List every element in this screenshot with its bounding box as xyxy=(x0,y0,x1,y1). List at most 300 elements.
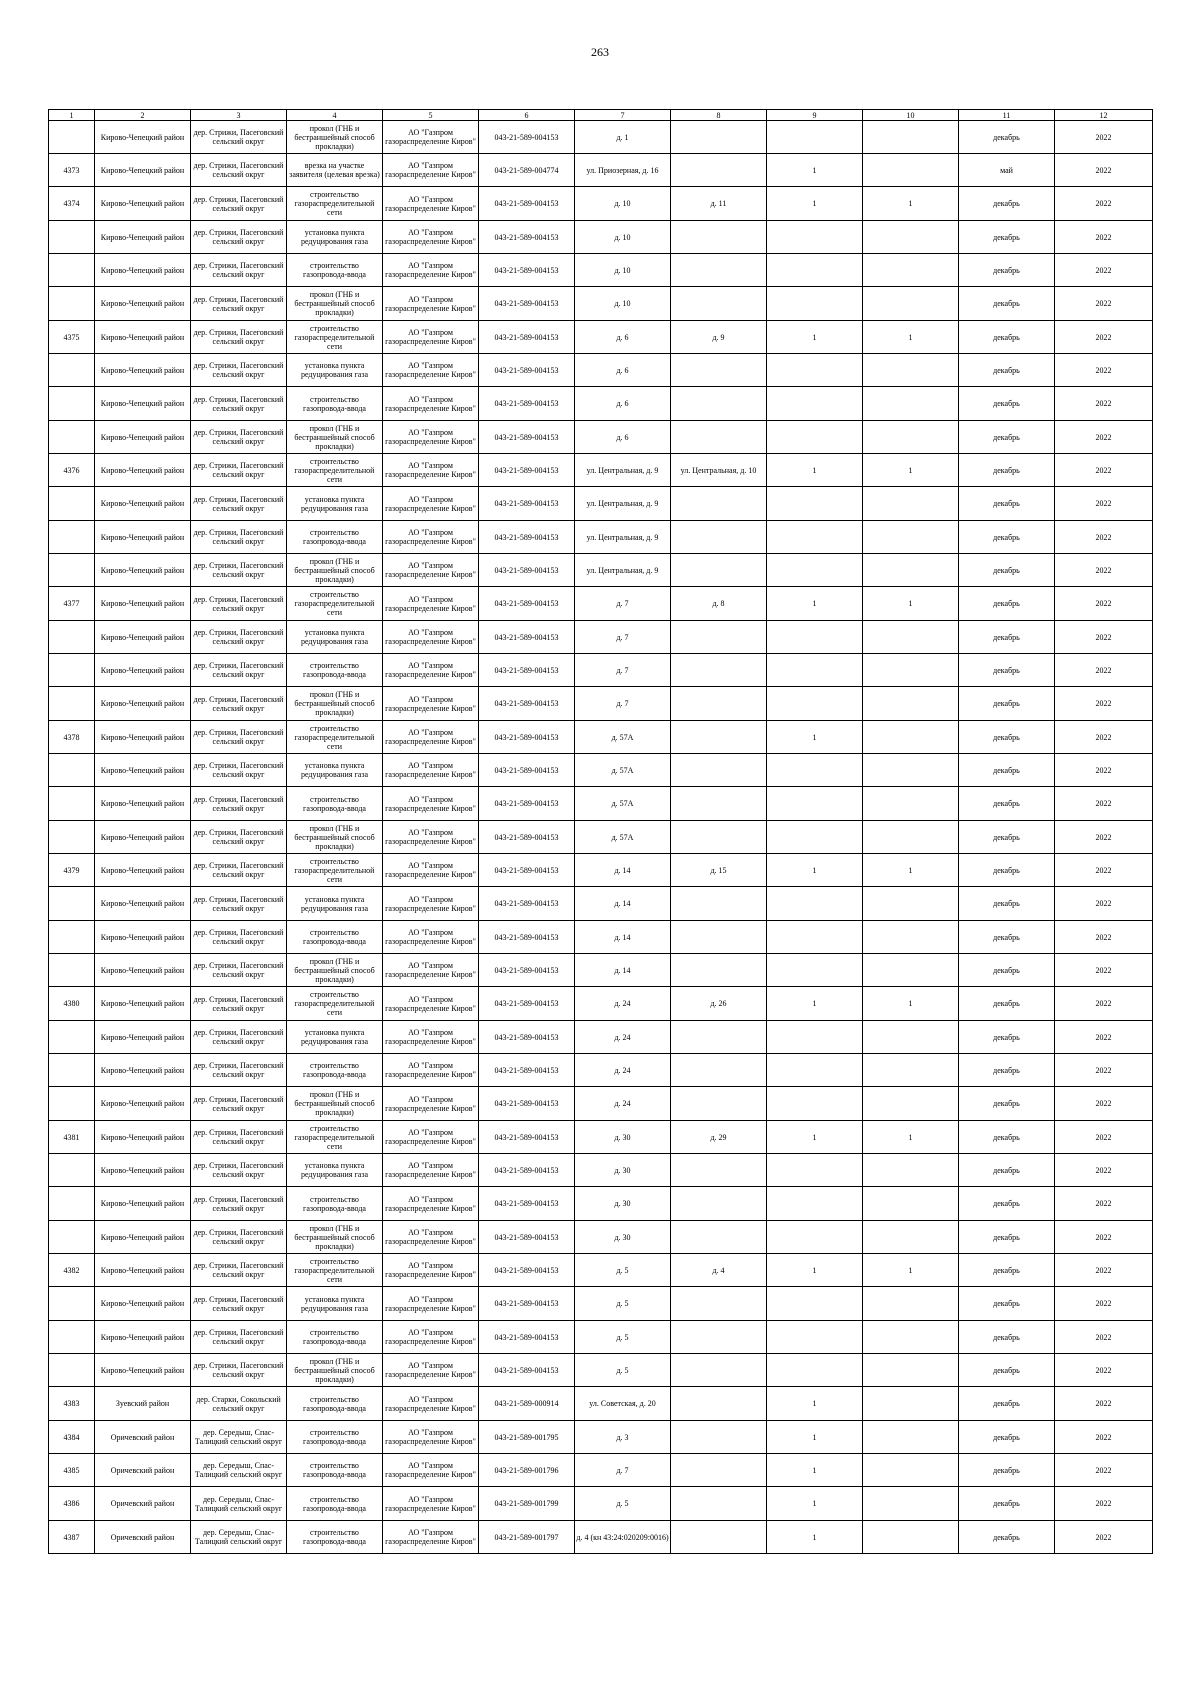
cell-row-number xyxy=(49,1254,95,1287)
cell-text: 2022 xyxy=(1095,1032,1112,1042)
cell-text: декабрь xyxy=(993,965,1020,975)
cell-text: прокол (ГНБ и бестраншейный способ прокладки) xyxy=(294,1356,375,1384)
cell-work-type xyxy=(287,187,383,221)
cell-work-type xyxy=(287,1521,383,1554)
cell-text: д. 3 xyxy=(616,1432,629,1442)
cell-registry-code xyxy=(479,654,575,687)
cell-text: 043-21-589-004153 xyxy=(494,199,559,208)
cell-count-a xyxy=(767,154,863,187)
cell-text: 2022 xyxy=(1095,499,1112,508)
cell-address-from xyxy=(575,1021,671,1054)
cell-count-a xyxy=(767,1254,863,1287)
cell-count-b xyxy=(863,1454,959,1487)
cell-settlement xyxy=(191,1254,287,1287)
cell-organization xyxy=(383,1421,479,1454)
cell-count-b xyxy=(863,587,959,621)
cell-district xyxy=(95,154,191,187)
cell-text: строительство газораспределительной сети xyxy=(294,456,375,484)
cell-text: 4383 xyxy=(63,1399,80,1408)
cell-row-number xyxy=(49,654,95,687)
cell-count-a xyxy=(767,1054,863,1087)
cell-text: строительство газопровода-ввода xyxy=(303,528,366,546)
cell-text: строительство газораспределительной сети xyxy=(294,323,375,351)
cell-text: строительство газопровода-ввода xyxy=(303,928,366,946)
cell-row-number xyxy=(49,887,95,921)
cell-count-b xyxy=(863,921,959,954)
cell-text: д. 29 xyxy=(710,1132,727,1142)
cell-address-from xyxy=(575,187,671,221)
cell-text: 2022 xyxy=(1095,232,1112,242)
cell-district xyxy=(95,987,191,1021)
cell-text: дер. Середыш, Спас-Талицкий сельский округ xyxy=(194,1428,283,1446)
cell-text: декабрь xyxy=(993,1399,1020,1408)
cell-organization xyxy=(383,621,479,654)
cell-month xyxy=(959,854,1055,887)
cell-text: декабрь xyxy=(993,599,1020,608)
cell-text: д. 57А xyxy=(611,799,634,808)
cell-row-number xyxy=(49,1121,95,1154)
cell-year xyxy=(1055,221,1153,254)
cell-year xyxy=(1055,687,1153,721)
cell-district xyxy=(95,887,191,921)
cell-text: строительство газопровода-ввода xyxy=(303,1394,366,1413)
cell-text: 043-21-589-004153 xyxy=(494,732,559,742)
cell-district xyxy=(95,1154,191,1187)
cell-address-to xyxy=(671,854,767,887)
cell-text: Кирово-Чепецкий район xyxy=(100,232,185,242)
cell-district xyxy=(95,1287,191,1321)
cell-address-to xyxy=(671,1321,767,1354)
cell-text: 2022 xyxy=(1095,1199,1112,1208)
cell-address-to xyxy=(671,621,767,654)
cell-text: 043-21-589-004153 xyxy=(494,465,559,475)
cell-text: строительство газопровода-ввода xyxy=(303,261,366,279)
cell-text: АО "Газпром газораспределение Киров" xyxy=(385,1061,476,1079)
cell-text: 043-21-589-004153 xyxy=(494,1365,559,1375)
cell-work-type xyxy=(287,721,383,754)
cell-count-a xyxy=(767,354,863,387)
cell-text: Кирово-Чепецкий район xyxy=(100,165,185,175)
cell-text: дер. Стрижи, Пасеговский сельский округ xyxy=(193,994,284,1013)
cell-address-to xyxy=(671,521,767,554)
cell-count-a xyxy=(767,254,863,287)
cell-text: 2022 xyxy=(1095,1332,1112,1342)
cell-text: Кирово-Чепецкий район xyxy=(100,532,185,542)
cell-address-to xyxy=(671,1021,767,1054)
cell-text: Кирово-Чепецкий район xyxy=(100,1199,185,1208)
cell-organization xyxy=(383,1454,479,1487)
table-row xyxy=(49,1421,1153,1454)
cell-text: АО "Газпром газораспределение Киров" xyxy=(385,961,476,979)
cell-count-b xyxy=(863,1387,959,1421)
cell-text: 043-21-589-001797 xyxy=(494,1532,559,1542)
cell-organization xyxy=(383,654,479,687)
cell-text: декабрь xyxy=(993,332,1020,342)
cell-organization xyxy=(383,1321,479,1354)
cell-address-from xyxy=(575,1287,671,1321)
cell-text: Оричевский район xyxy=(110,1532,175,1542)
cell-text: дер. Стрижи, Пасеговский сельский округ xyxy=(193,228,284,246)
cell-registry-code xyxy=(479,387,575,421)
cell-text: Кирово-Чепецкий район xyxy=(100,1099,185,1108)
cell-text: дер. Середыш, Спас-Талицкий сельский округ xyxy=(194,1528,283,1546)
cell-text: декабрь xyxy=(993,1332,1020,1342)
cell-text: Кирово-Чепецкий район xyxy=(100,765,185,775)
cell-count-a xyxy=(767,187,863,221)
cell-address-from xyxy=(575,721,671,754)
cell-address-from xyxy=(575,554,671,587)
cell-row-number xyxy=(49,287,95,321)
cell-row-number xyxy=(49,254,95,287)
table-row xyxy=(49,1221,1153,1254)
cell-organization xyxy=(383,1387,479,1421)
cell-text: установка пункта редуцирования газа xyxy=(300,361,369,379)
cell-registry-code xyxy=(479,421,575,454)
cell-row-number xyxy=(49,421,95,454)
cell-year xyxy=(1055,1254,1153,1287)
cell-district xyxy=(95,1354,191,1387)
cell-address-from xyxy=(575,254,671,287)
cell-text: декабрь xyxy=(993,465,1020,475)
cell-address-to xyxy=(671,454,767,487)
cell-count-b xyxy=(863,421,959,454)
cell-text: д. 14 xyxy=(614,899,631,908)
cell-address-from xyxy=(575,487,671,521)
cell-registry-code xyxy=(479,287,575,321)
cell-district xyxy=(95,1454,191,1487)
cell-text: декабрь xyxy=(993,932,1020,942)
cell-text: 1 xyxy=(812,1465,817,1475)
cell-address-to xyxy=(671,1254,767,1287)
cell-text: Кирово-Чепецкий район xyxy=(100,1365,185,1375)
cell-text: дер. Стрижи, Пасеговский сельский округ xyxy=(193,661,284,679)
table-row xyxy=(49,1087,1153,1121)
cell-month xyxy=(959,1121,1055,1154)
table-row xyxy=(49,1321,1153,1354)
cell-address-from xyxy=(575,921,671,954)
cell-text: дер. Стрижи, Пасеговский сельский округ xyxy=(193,828,284,846)
cell-year xyxy=(1055,1487,1153,1521)
cell-organization xyxy=(383,121,479,154)
cell-work-type xyxy=(287,421,383,454)
cell-text: 043-21-589-004153 xyxy=(494,1299,559,1308)
cell-text: декабрь xyxy=(993,1232,1020,1242)
cell-text: прокол (ГНБ и бестраншейный способ прокладки) xyxy=(294,123,375,151)
cell-district xyxy=(95,221,191,254)
table-row xyxy=(49,1454,1153,1487)
cell-text: декабрь xyxy=(993,799,1020,808)
cell-text: АО "Газпром газораспределение Киров" xyxy=(385,661,476,679)
cell-settlement xyxy=(191,554,287,587)
cell-district xyxy=(95,1254,191,1287)
cell-year xyxy=(1055,1521,1153,1554)
cell-month xyxy=(959,1287,1055,1321)
cell-text: Кирово-Чепецкий район xyxy=(100,265,185,275)
cell-count-b xyxy=(863,987,959,1021)
cell-text: 1 xyxy=(812,165,817,175)
cell-organization xyxy=(383,254,479,287)
cell-address-from xyxy=(575,1254,671,1287)
cell-address-to xyxy=(671,421,767,454)
cell-district xyxy=(95,854,191,887)
cell-text: декабрь xyxy=(993,1099,1020,1108)
cell-text: дер. Стрижи, Пасеговский сельский округ xyxy=(193,261,284,279)
cell-registry-code xyxy=(479,321,575,354)
cell-address-to xyxy=(671,587,767,621)
cell-registry-code xyxy=(479,854,575,887)
cell-text: 4384 xyxy=(63,1432,80,1442)
cell-row-number xyxy=(49,1521,95,1554)
cell-month xyxy=(959,1387,1055,1421)
cell-text: АО "Газпром газораспределение Киров" xyxy=(385,1294,476,1313)
cell-text: дер. Старки, Сокольский сельский округ xyxy=(196,1394,281,1413)
cell-text: дер. Стрижи, Пасеговский сельский округ xyxy=(193,294,284,313)
cell-text: 4385 xyxy=(63,1465,80,1475)
cell-year xyxy=(1055,1354,1153,1387)
cell-text: установка пункта редуцирования газа xyxy=(300,1028,369,1046)
cell-count-a xyxy=(767,987,863,1021)
cell-registry-code xyxy=(479,1221,575,1254)
cell-text: 043-21-589-004153 xyxy=(494,499,559,508)
cell-text: Кирово-Чепецкий район xyxy=(100,932,185,942)
cell-text: 1 xyxy=(908,332,913,342)
cell-text: Кирово-Чепецкий район xyxy=(100,332,185,342)
cell-address-from xyxy=(575,221,671,254)
cell-text: установка пункта редуцирования газа xyxy=(300,494,369,513)
cell-text: д. 5 xyxy=(616,1332,629,1342)
table-body xyxy=(49,121,1153,1554)
cell-text: ул. Центральная, д. 9 xyxy=(586,532,659,542)
cell-registry-code xyxy=(479,1287,575,1321)
cell-text: Кирово-Чепецкий район xyxy=(100,799,185,808)
cell-address-to xyxy=(671,1454,767,1487)
cell-text: 043-21-589-004153 xyxy=(494,365,559,375)
cell-district xyxy=(95,254,191,287)
cell-text: д. 15 xyxy=(710,865,727,875)
table-row xyxy=(49,187,1153,221)
cell-text: 2022 xyxy=(1095,1499,1112,1508)
cell-year xyxy=(1055,1221,1153,1254)
cell-text: 043-21-589-004153 xyxy=(494,765,559,775)
cell-row-number xyxy=(49,387,95,421)
cell-text: 043-21-589-004153 xyxy=(494,1332,559,1342)
cell-text: АО "Газпром газораспределение Киров" xyxy=(385,1028,476,1046)
cell-row-number xyxy=(49,954,95,987)
cell-settlement xyxy=(191,1521,287,1554)
cell-year xyxy=(1055,621,1153,654)
cell-text: май xyxy=(1000,165,1013,175)
cell-row-number xyxy=(49,721,95,754)
cell-count-a xyxy=(767,387,863,421)
cell-year xyxy=(1055,587,1153,621)
cell-registry-code xyxy=(479,1054,575,1087)
cell-settlement xyxy=(191,1321,287,1354)
cell-year xyxy=(1055,1021,1153,1054)
cell-month xyxy=(959,421,1055,454)
cell-count-b xyxy=(863,1321,959,1354)
cell-text: Кирово-Чепецкий район xyxy=(100,299,185,308)
cell-text: 1 xyxy=(908,999,913,1008)
cell-district xyxy=(95,521,191,554)
cell-text: декабрь xyxy=(993,132,1020,142)
cell-count-b xyxy=(863,321,959,354)
cell-settlement xyxy=(191,587,287,621)
cell-year xyxy=(1055,821,1153,854)
cell-count-b xyxy=(863,854,959,887)
cell-count-a xyxy=(767,1421,863,1454)
cell-text: д. 24 xyxy=(614,1065,631,1075)
cell-text: 2022 xyxy=(1095,665,1112,675)
cell-text: 2022 xyxy=(1095,1265,1112,1275)
cell-text: декабрь xyxy=(993,399,1020,408)
cell-text: 2022 xyxy=(1095,1132,1112,1142)
cell-text: д. 5 xyxy=(616,1365,629,1375)
cell-registry-code xyxy=(479,1321,575,1354)
cell-row-number xyxy=(49,1487,95,1521)
cell-text: дер. Стрижи, Пасеговский сельский округ xyxy=(193,861,284,879)
cell-settlement xyxy=(191,1487,287,1521)
cell-text: 4387 xyxy=(63,1532,80,1542)
cell-text: 043-21-589-004153 xyxy=(494,1065,559,1075)
cell-settlement xyxy=(191,754,287,787)
cell-row-number xyxy=(49,1021,95,1054)
cell-text: 2022 xyxy=(1095,465,1112,475)
cell-district xyxy=(95,1387,191,1421)
cell-text: АО "Газпром газораспределение Киров" xyxy=(385,1194,476,1213)
cell-work-type xyxy=(287,554,383,587)
cell-year xyxy=(1055,754,1153,787)
cell-year xyxy=(1055,1387,1153,1421)
cell-text: 043-21-589-004153 xyxy=(494,132,559,142)
cell-text: дер. Стрижи, Пасеговский сельский округ xyxy=(193,328,284,346)
cell-settlement xyxy=(191,1387,287,1421)
column-header-8: 8 xyxy=(671,110,767,121)
cell-address-to xyxy=(671,221,767,254)
cell-text: 1 xyxy=(812,1499,817,1508)
cell-text: АО "Газпром газораспределение Киров" xyxy=(385,1428,476,1446)
cell-district xyxy=(95,1421,191,1454)
cell-text: дер. Середыш, Спас-Талицкий сельский округ xyxy=(194,1461,283,1479)
cell-count-b xyxy=(863,1221,959,1254)
cell-address-to xyxy=(671,321,767,354)
cell-settlement xyxy=(191,987,287,1021)
table-row xyxy=(49,254,1153,287)
cell-row-number xyxy=(49,521,95,554)
cell-text: декабрь xyxy=(993,265,1020,275)
cell-district xyxy=(95,921,191,954)
cell-row-number xyxy=(49,454,95,487)
cell-count-a xyxy=(767,421,863,454)
cell-count-a xyxy=(767,521,863,554)
cell-text: декабрь xyxy=(993,1065,1020,1075)
table-row xyxy=(49,887,1153,921)
table-row xyxy=(49,687,1153,721)
cell-year xyxy=(1055,187,1153,221)
cell-text: дер. Стрижи, Пасеговский сельский округ xyxy=(193,494,284,513)
cell-count-b xyxy=(863,787,959,821)
cell-organization xyxy=(383,187,479,221)
cell-settlement xyxy=(191,387,287,421)
cell-count-a xyxy=(767,487,863,521)
cell-organization xyxy=(383,487,479,521)
cell-text: дер. Стрижи, Пасеговский сельский округ xyxy=(193,1194,284,1213)
cell-work-type xyxy=(287,887,383,921)
cell-text: д. 10 xyxy=(614,265,631,275)
cell-count-b xyxy=(863,254,959,287)
cell-registry-code xyxy=(479,921,575,954)
cell-count-a xyxy=(767,221,863,254)
cell-text: д. 6 xyxy=(616,432,629,442)
cell-month xyxy=(959,1054,1055,1087)
cell-text: АО "Газпром газораспределение Киров" xyxy=(385,128,476,146)
cell-row-number xyxy=(49,821,95,854)
cell-month xyxy=(959,1521,1055,1554)
cell-text: АО "Газпром газораспределение Киров" xyxy=(385,1161,476,1179)
cell-settlement xyxy=(191,921,287,954)
cell-text: 043-21-589-004153 xyxy=(494,399,559,408)
cell-text: декабрь xyxy=(993,1132,1020,1142)
cell-text: д. 24 xyxy=(614,1032,631,1042)
cell-count-b xyxy=(863,954,959,987)
cell-month xyxy=(959,321,1055,354)
cell-text: 2022 xyxy=(1095,599,1112,608)
cell-text: строительство газопровода-ввода xyxy=(303,1328,366,1346)
cell-text: 4380 xyxy=(63,999,80,1008)
cell-address-to xyxy=(671,754,767,787)
cell-text: декабрь xyxy=(993,832,1020,842)
cell-text: декабрь xyxy=(993,199,1020,208)
cell-text: декабрь xyxy=(993,1465,1020,1475)
cell-registry-code xyxy=(479,1387,575,1421)
cell-address-to xyxy=(671,687,767,721)
cell-work-type xyxy=(287,321,383,354)
cell-month xyxy=(959,787,1055,821)
cell-text: декабрь xyxy=(993,765,1020,775)
cell-text: 2022 xyxy=(1095,699,1112,708)
cell-text: АО "Газпром газораспределение Киров" xyxy=(385,561,476,579)
cell-count-a xyxy=(767,954,863,987)
cell-count-b xyxy=(863,554,959,587)
cell-count-a xyxy=(767,454,863,487)
cell-text: 2022 xyxy=(1095,1165,1112,1175)
cell-address-from xyxy=(575,287,671,321)
cell-text: 2022 xyxy=(1095,765,1112,775)
cell-settlement xyxy=(191,354,287,387)
cell-registry-code xyxy=(479,187,575,221)
cell-address-from xyxy=(575,1387,671,1421)
cell-district xyxy=(95,554,191,587)
cell-address-from xyxy=(575,421,671,454)
cell-text: Кирово-Чепецкий район xyxy=(100,399,185,408)
cell-work-type xyxy=(287,787,383,821)
cell-text: АО "Газпром газораспределение Киров" xyxy=(385,394,476,413)
cell-text: ул. Центральная, д. 9 xyxy=(586,465,659,475)
cell-work-type xyxy=(287,1121,383,1154)
cell-month xyxy=(959,954,1055,987)
cell-row-number xyxy=(49,921,95,954)
cell-text: 4376 xyxy=(63,465,80,475)
cell-count-a xyxy=(767,921,863,954)
cell-district xyxy=(95,654,191,687)
table-row xyxy=(49,1354,1153,1387)
cell-year xyxy=(1055,121,1153,154)
cell-address-from xyxy=(575,954,671,987)
cell-text: 2022 xyxy=(1095,532,1112,542)
cell-text: 043-21-589-004153 xyxy=(494,832,559,842)
cell-district xyxy=(95,421,191,454)
cell-district xyxy=(95,721,191,754)
cell-district xyxy=(95,1021,191,1054)
